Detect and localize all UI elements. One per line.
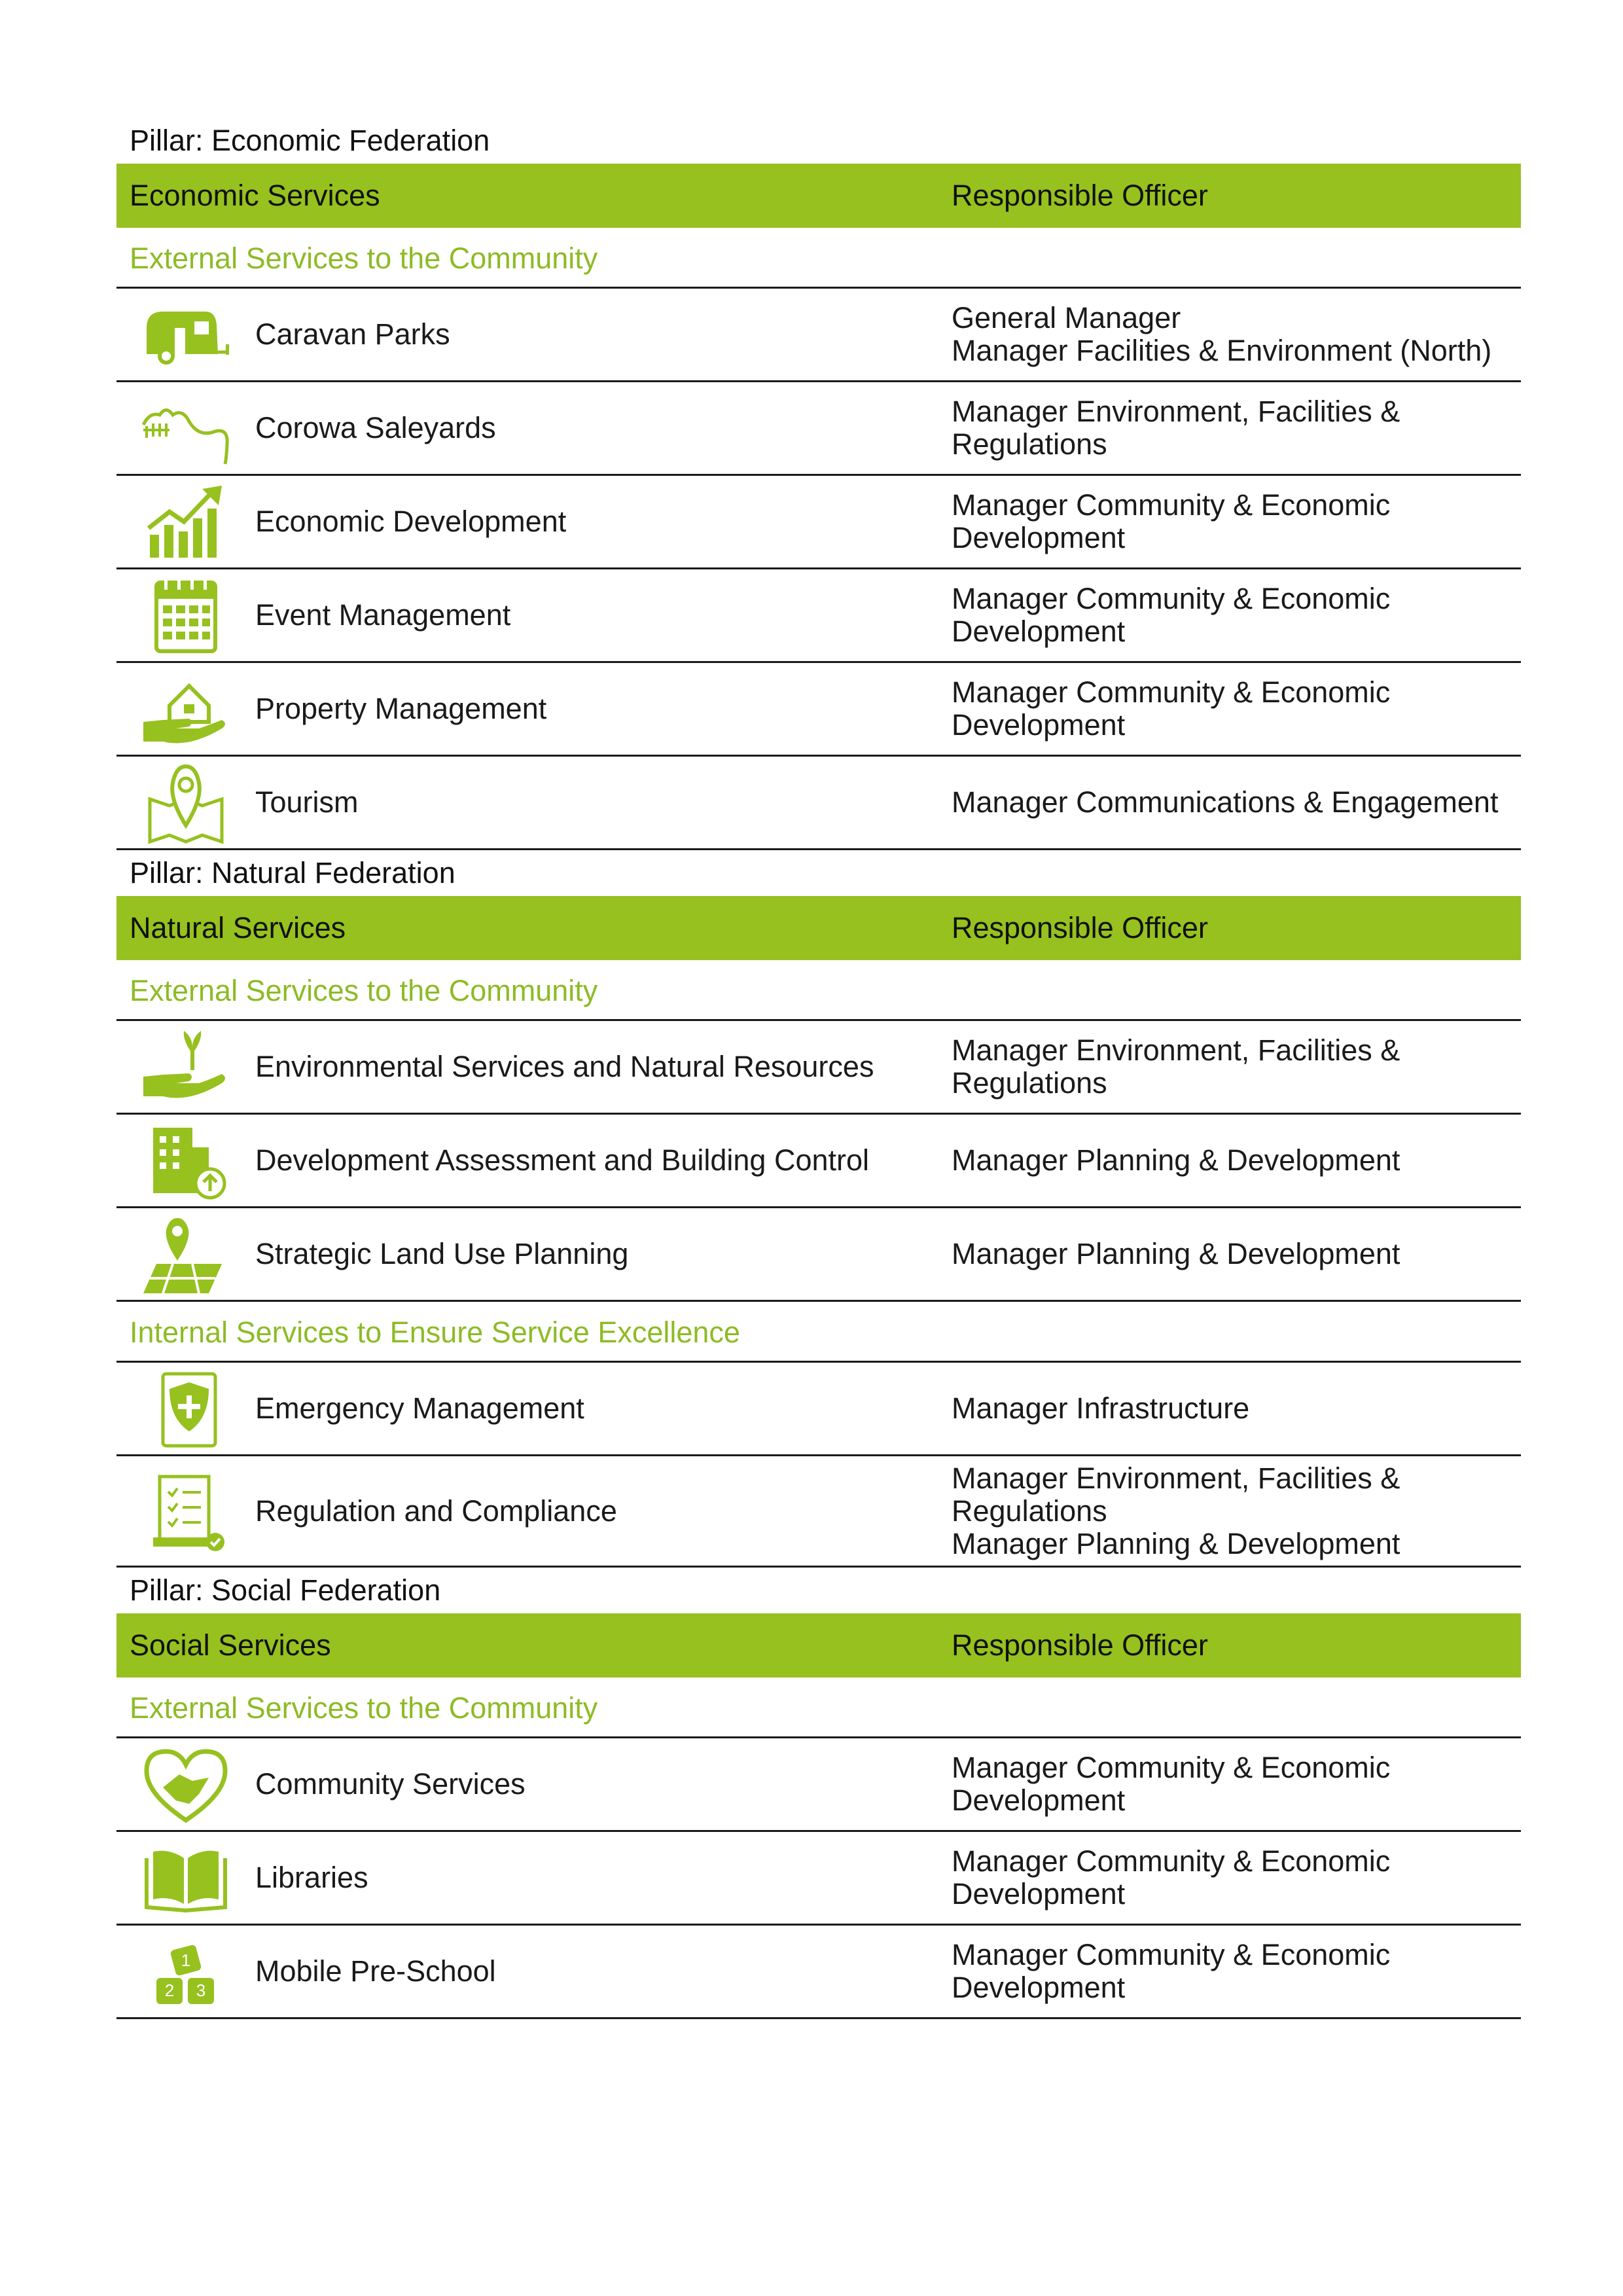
officer-column-header: Responsible Officer xyxy=(952,1628,1208,1662)
officer-line: Development xyxy=(952,1877,1126,1910)
service-name: Economic Development xyxy=(255,505,567,538)
officer-line: Manager Environment, Facilities & xyxy=(952,395,1400,428)
responsible-officer xyxy=(952,395,1521,461)
service-row xyxy=(116,1832,1521,1926)
responsible-officer xyxy=(952,1392,1521,1425)
service-row xyxy=(116,1021,1521,1115)
officer-line: Regulations xyxy=(952,1494,1107,1528)
officer-line: Manager Environment, Facilities & xyxy=(952,1033,1400,1067)
service-name: Regulation and Compliance xyxy=(255,1494,617,1528)
pillar-title: Pillar: Economic Federation xyxy=(130,124,490,157)
responsible-officer xyxy=(952,1034,1521,1100)
svg-text:2: 2 xyxy=(164,1981,175,2000)
service-row xyxy=(116,663,1521,757)
officer-line: Manager Community & Economic xyxy=(952,1751,1391,1784)
officer-column-header: Responsible Officer xyxy=(952,179,1208,212)
services-column-header: Social Services xyxy=(130,1628,331,1662)
saleyards-icon xyxy=(116,382,255,474)
officer-line: General Manager xyxy=(952,301,1181,334)
house-in-hand-icon xyxy=(116,663,255,755)
service-row xyxy=(116,1115,1521,1208)
officer-line: Manager Community & Economic xyxy=(952,488,1391,522)
service-row xyxy=(116,1738,1521,1832)
responsible-officer xyxy=(952,489,1521,554)
responsible-officer xyxy=(952,1462,1521,1560)
handshake-heart-icon xyxy=(116,1738,255,1830)
plant-in-hand-icon xyxy=(116,1021,255,1113)
section-header-bar xyxy=(116,164,1521,228)
officer-line: Regulations xyxy=(952,427,1107,461)
checklist-icon xyxy=(116,1456,255,1566)
service-row xyxy=(116,1926,1521,2019)
officer-line: Development xyxy=(952,708,1126,742)
pillar-title: Pillar: Social Federation xyxy=(130,1573,441,1607)
officer-line: Manager Planning & Development xyxy=(952,1526,1400,1560)
service-row xyxy=(116,289,1521,382)
officer-line: Manager Facilities & Environment (North) xyxy=(952,334,1492,367)
calendar-icon xyxy=(116,569,255,661)
shield-clipboard-icon xyxy=(116,1363,255,1454)
service-name: Environmental Services and Natural Resources xyxy=(255,1050,874,1083)
open-book-icon xyxy=(116,1832,255,1924)
officer-line: Development xyxy=(952,615,1126,648)
officer-line: Manager Planning & Development xyxy=(952,1237,1400,1270)
service-name: Development Assessment and Building Control xyxy=(255,1143,870,1177)
service-document xyxy=(116,118,1521,2019)
service-name: Community Services xyxy=(255,1767,526,1801)
service-name: Libraries xyxy=(255,1861,368,1894)
officer-line: Manager Environment, Facilities & xyxy=(952,1461,1400,1495)
section-header-bar xyxy=(116,896,1521,960)
caravan-icon xyxy=(116,289,255,380)
map-pin-icon xyxy=(116,757,255,848)
service-group-title: External Services to the Community xyxy=(116,228,1521,289)
responsible-officer xyxy=(952,676,1521,742)
pillar-title: Pillar: Natural Federation xyxy=(130,856,455,889)
responsible-officer xyxy=(952,1144,1521,1177)
responsible-officer xyxy=(952,583,1521,648)
building-upload-icon xyxy=(116,1115,255,1206)
service-name: Event Management xyxy=(255,598,511,632)
officer-line: Development xyxy=(952,1971,1126,2004)
services-column-header: Economic Services xyxy=(130,179,380,212)
officer-line: Development xyxy=(952,521,1126,554)
officer-line: Manager Infrastructure xyxy=(952,1391,1250,1425)
officer-line: Manager Community & Economic xyxy=(952,1844,1391,1878)
service-name: Strategic Land Use Planning xyxy=(255,1237,629,1270)
responsible-officer xyxy=(952,786,1521,819)
service-name: Tourism xyxy=(255,785,359,819)
svg-text:1: 1 xyxy=(181,1950,191,1970)
service-row xyxy=(116,569,1521,663)
services-column-header: Natural Services xyxy=(130,911,346,944)
service-row xyxy=(116,1363,1521,1456)
land-pin-icon xyxy=(116,1208,255,1300)
service-row xyxy=(116,476,1521,569)
service-row xyxy=(116,382,1521,476)
service-name: Property Management xyxy=(255,692,547,725)
responsible-officer xyxy=(952,1845,1521,1910)
section-header-bar xyxy=(116,1613,1521,1677)
responsible-officer xyxy=(952,1751,1521,1817)
service-row xyxy=(116,1456,1521,1568)
service-group-title: Internal Services to Ensure Service Excellence xyxy=(116,1302,1521,1363)
service-row xyxy=(116,1208,1521,1302)
officer-column-header: Responsible Officer xyxy=(952,911,1208,944)
svg-text:3: 3 xyxy=(196,1981,206,2000)
officer-line: Manager Planning & Development xyxy=(952,1143,1400,1177)
officer-line: Manager Community & Economic xyxy=(952,1938,1391,1971)
service-name: Mobile Pre-School xyxy=(255,1954,496,1988)
responsible-officer xyxy=(952,1939,1521,2004)
service-group-title: External Services to the Community xyxy=(116,1677,1521,1738)
service-name: Corowa Saleyards xyxy=(255,411,496,444)
responsible-officer xyxy=(952,1238,1521,1270)
service-group-title: External Services to the Community xyxy=(116,960,1521,1021)
officer-line: Manager Community & Economic xyxy=(952,582,1391,615)
officer-line: Manager Community & Economic xyxy=(952,675,1391,709)
number-blocks-icon xyxy=(116,1926,255,2017)
service-row xyxy=(116,757,1521,850)
service-name: Caravan Parks xyxy=(255,317,450,351)
service-name: Emergency Management xyxy=(255,1391,584,1425)
officer-line: Regulations xyxy=(952,1066,1107,1100)
growth-chart-icon xyxy=(116,476,255,567)
officer-line: Development xyxy=(952,1784,1126,1817)
officer-line: Manager Communications & Engagement xyxy=(952,785,1499,819)
responsible-officer xyxy=(952,302,1521,367)
